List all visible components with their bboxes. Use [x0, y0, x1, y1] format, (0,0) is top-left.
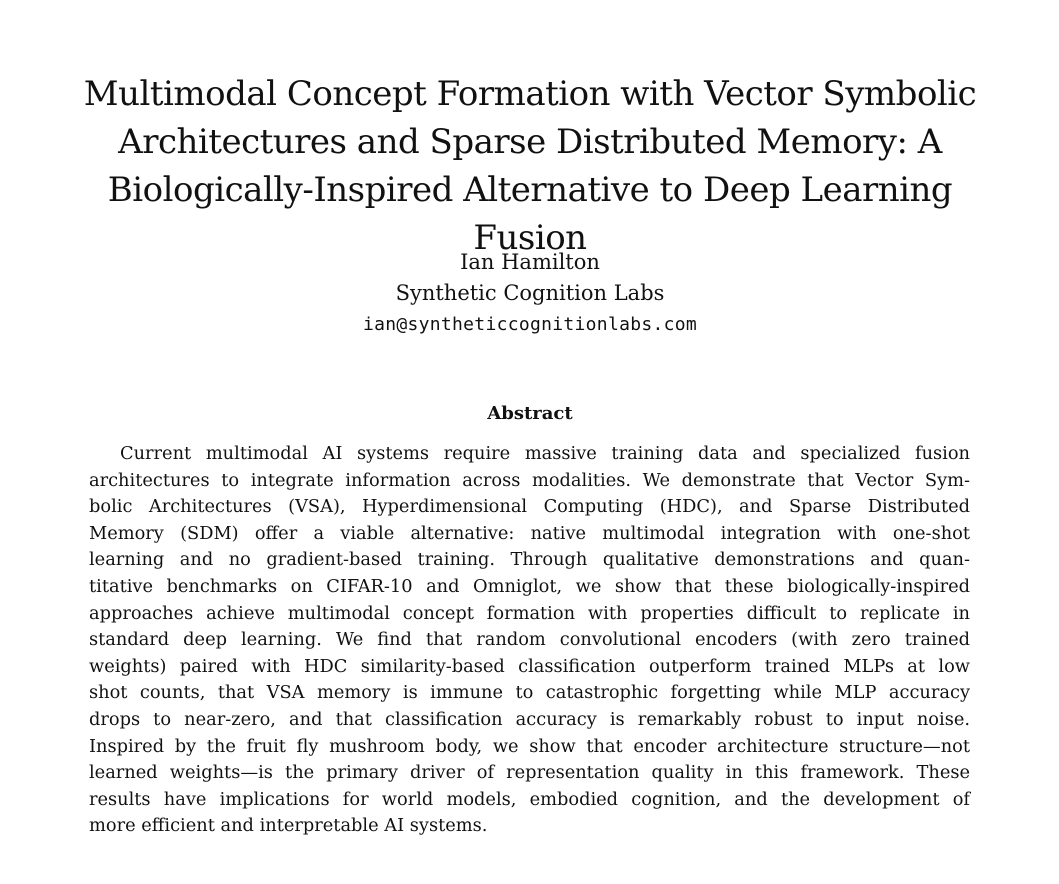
author-name: Ian Hamilton	[460, 250, 600, 274]
abstract-line: shot counts, that VSA memory is immune to catastrophic forgetting while MLP accuracy	[89, 682, 970, 704]
abstract-line: weights) paired with HDC similarity-based classification outperform trained MLPs at low	[89, 655, 970, 677]
abstract-body	[89, 441, 970, 840]
abstract-line: Memory (SDM) offer a viable alternative: native multimodal integration with one-shot	[89, 522, 970, 544]
title-line: Architectures and Sparse Distributed Memory: A	[118, 122, 942, 162]
abstract-line: drops to near-zero, and that classification accuracy is remarkably robust to input noise.	[89, 708, 970, 730]
abstract-line: results have implications for world models, embodied cognition, and the development of	[89, 788, 970, 810]
author-email[interactable]: ian@syntheticcognitionlabs.com	[362, 314, 698, 335]
abstract-line: learning and no gradient-based training. Through qualitative demonstrations and quan-	[89, 549, 970, 571]
title-line: Multimodal Concept Formation with Vector Symbolic	[83, 74, 977, 114]
abstract-line: architectures to integrate information across modalities. We demonstrate that Vector Sym-	[89, 469, 970, 491]
abstract-line: bolic Architectures (VSA), Hyperdimensional Computing (HDC), and Sparse Distributed	[89, 496, 970, 518]
abstract-heading: Abstract	[487, 403, 573, 424]
author-affiliation: Synthetic Cognition Labs	[395, 281, 665, 305]
author-block	[60, 247, 1000, 340]
abstract-line: titative benchmarks on CIFAR-10 and Omniglot, we show that these biologically-inspired	[89, 575, 970, 597]
abstract-line: learned weights—is the primary driver of representation quality in this framework. These	[89, 762, 970, 784]
abstract-line: more efficient and interpretable AI systems.	[89, 815, 488, 837]
abstract-line: approaches achieve multimodal concept formation with properties difficult to replicate in	[89, 602, 970, 624]
title-line: Biologically-Inspired Alternative to Deep Learning Fusion	[107, 170, 953, 258]
abstract-line: Inspired by the fruit fly mushroom body, we show that encoder architecture structure—not	[89, 735, 970, 757]
abstract-line: standard deep learning. We find that random convolutional encoders (with zero trained	[89, 629, 970, 651]
paper-title	[60, 70, 1000, 262]
abstract-line: Current multimodal AI systems require massive training data and specialized fusion	[120, 443, 970, 464]
